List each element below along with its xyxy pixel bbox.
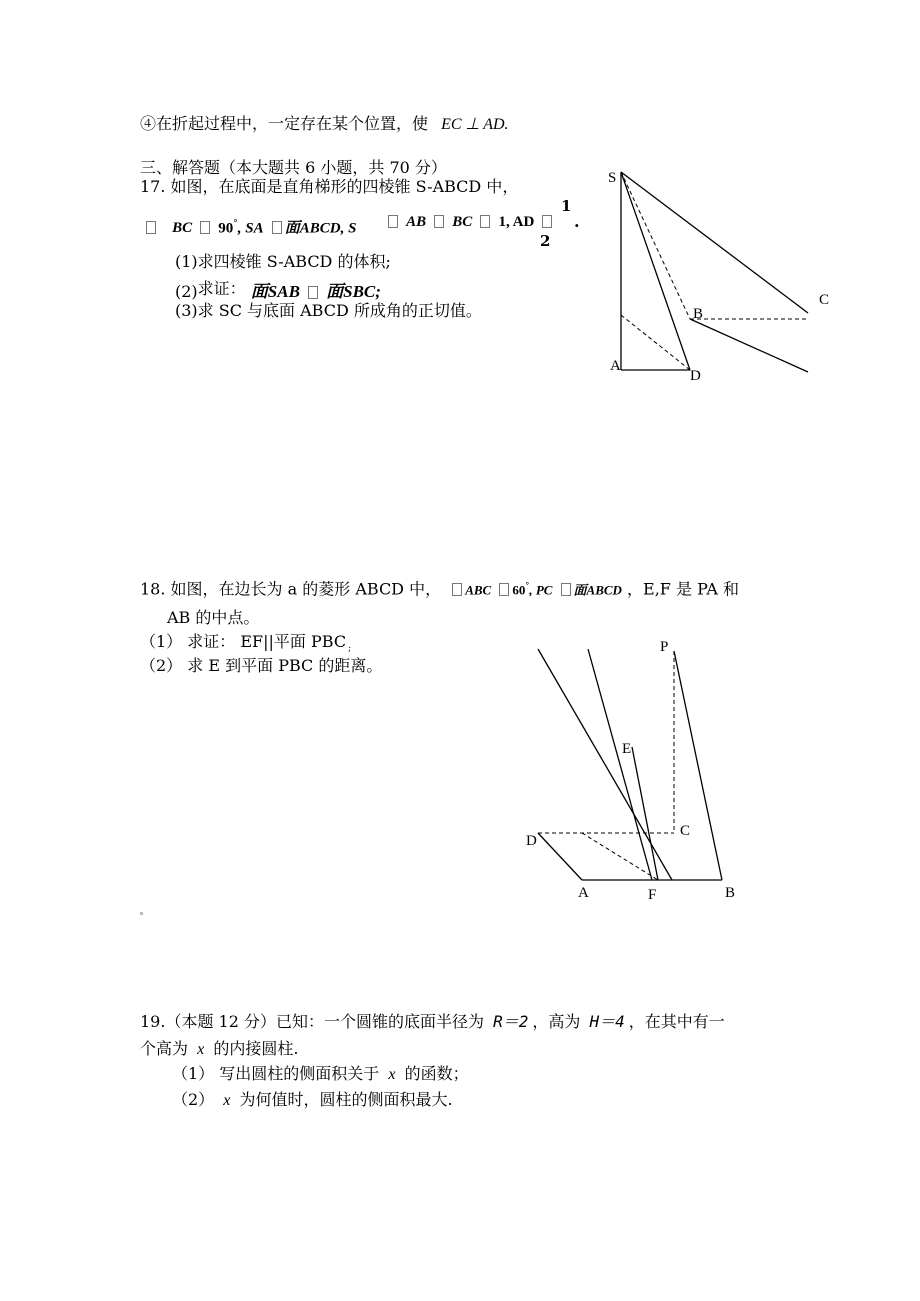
q17-equal-symbol-3 [434, 215, 444, 228]
section-heading: 三、解答题（本大题共 6 小题，共 70 分） [140, 158, 447, 177]
q19-line2: 个高为 x 的内接圆柱. [140, 1039, 299, 1058]
q17-figure [600, 160, 840, 390]
label-E: E [622, 741, 632, 757]
q17-conditions: BC 90°, SA 面ABCD, S [143, 214, 356, 238]
edge-AC [582, 833, 658, 880]
q17-part2: (2)求证： 面SAB 面SBC; [175, 279, 381, 301]
label-A: A [610, 358, 621, 374]
q18-angle-symbol [452, 583, 462, 596]
q18-part2: （2） 求 E 到平面 PBC 的距离。 [140, 656, 383, 675]
edge-AB-mid [621, 315, 690, 370]
edge-long-line-1 [538, 649, 672, 880]
label-D: D [690, 368, 701, 384]
edge-EF [632, 747, 658, 880]
q17-equal-symbol-5 [542, 215, 552, 228]
q18-stem-2: AB 的中点。 [167, 608, 260, 627]
label-F: F [648, 887, 657, 903]
q17-stem: 17. 如图，在底面是直角梯形的四棱锥 S-ABCD 中， [140, 177, 519, 196]
q18-part1: （1） 求证： EF||平面 PBC $_;$ [140, 632, 352, 654]
q17-frac-den: 2 [540, 232, 551, 250]
q18-perp-symbol [561, 583, 571, 596]
edge-SC [621, 172, 808, 313]
q18-stem: 18. 如图，在边长为 a 的菱形 ABCD 中， ABC 60°, PC 面ABCD ，E,F 是 PA 和 [140, 579, 740, 599]
q17-angle-symbol [146, 221, 156, 234]
label-B: B [693, 306, 704, 322]
stray-mark [140, 912, 143, 915]
q17-frac-num: 1 [561, 197, 572, 215]
edge-SB [621, 172, 690, 319]
q16-formula: EC ⊥ AD. [441, 116, 509, 133]
q17-cond-end: . [574, 212, 580, 231]
q17-perp-symbol [272, 221, 282, 234]
q19-part1: （1） 写出圆柱的侧面积关于 x 的函数； [172, 1064, 469, 1083]
q17-part3: (3)求 SC 与底面 ABCD 所成角的正切值。 [175, 301, 482, 320]
q17-part1: (1)求四棱锥 S-ABCD 的体积; [175, 252, 391, 271]
label-B: B [725, 885, 736, 901]
q16-statement: ④在折起过程中，一定存在某个位置，使 EC ⊥ AD. [140, 114, 509, 133]
q17-equal-symbol-2 [388, 215, 398, 228]
edge-DA [538, 833, 582, 880]
label-C: C [680, 823, 691, 839]
q17-equal-symbol-4 [480, 215, 490, 228]
label-P: P [660, 639, 669, 655]
q18-figure [520, 635, 780, 905]
q17-perp-symbol-2 [308, 286, 318, 299]
label-C: C [819, 292, 830, 308]
label-A: A [578, 885, 589, 901]
q19-line1: 19.（本题 12 分）已知：一个圆锥的底面半径为 R＝2 ，高为 H＝4 ，在其中有一 [140, 1012, 725, 1031]
label-D: D [526, 833, 537, 849]
q17-conditions-2: AB BC 1, AD [385, 211, 555, 232]
q18-equal-symbol [499, 583, 509, 596]
edge-long-line-2 [588, 649, 652, 880]
label-S: S [608, 170, 617, 186]
q17-equal-symbol [200, 221, 210, 234]
edge-PB [674, 651, 722, 880]
edge-BD-extended [690, 319, 808, 372]
q19-part2: （2） x 为何值时，圆柱的侧面积最大. [172, 1090, 453, 1109]
edge-SD [621, 172, 690, 370]
